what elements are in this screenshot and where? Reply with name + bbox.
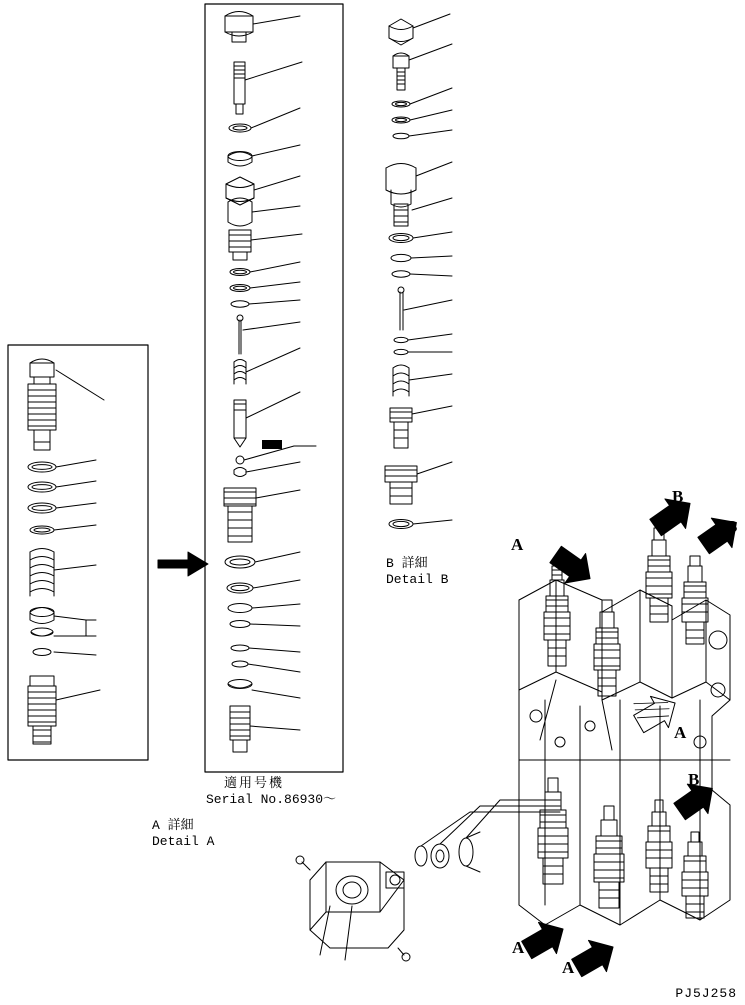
callout-b-3: B [688,770,700,789]
serial-title-jp: 適用号機 [224,776,285,791]
callout-a-2: A [674,723,687,742]
callout-b-2: B [726,517,738,536]
detail-b-title-jp: B 詳細 [386,556,428,571]
part-number: PJ5J258 [675,986,737,1001]
callout-a-3: A [512,938,525,957]
detail-b-title-en: Detail B [386,572,449,587]
serial-title-en: Serial No.86930〜 [206,792,337,807]
callout-a-1: A [511,535,524,554]
callout-b-1: B [672,487,684,506]
callout-a-4: A [562,958,575,977]
detail-a-title-en: Detail A [152,834,215,849]
detail-a-title-jp: A 詳細 [152,818,194,833]
